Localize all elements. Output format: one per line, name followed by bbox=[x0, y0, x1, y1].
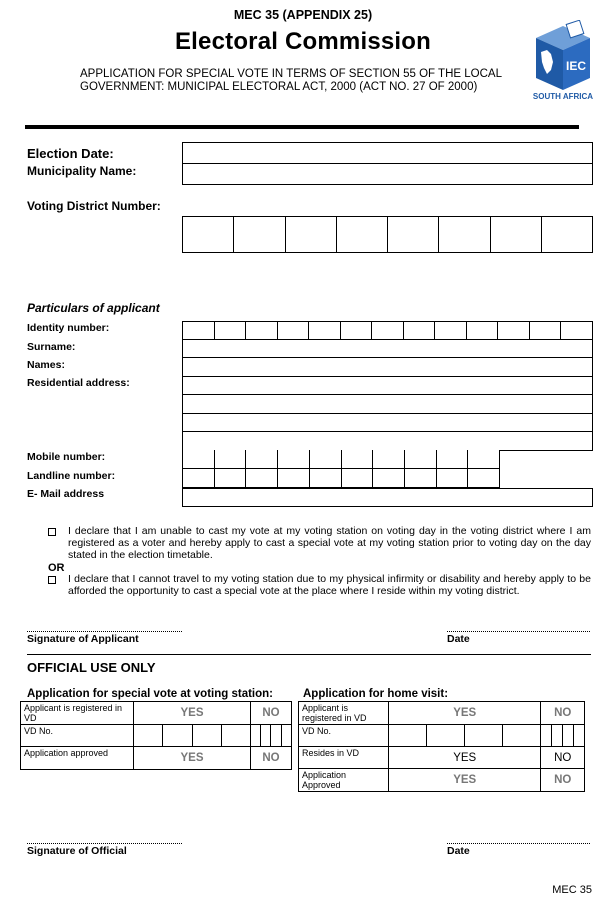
header-divider bbox=[25, 125, 579, 129]
vs-registered-no[interactable]: NO bbox=[251, 702, 292, 725]
address-line-3[interactable] bbox=[183, 414, 592, 432]
address-line-4[interactable] bbox=[183, 432, 592, 450]
hv-registered-label: Applicant is registered in VD bbox=[299, 702, 389, 725]
residential-address-label: Residential address: bbox=[27, 377, 130, 389]
form-code: MEC 35 (APPENDIX 25) bbox=[233, 8, 373, 22]
hv-registered-no[interactable]: NO bbox=[541, 702, 585, 725]
vs-vd-no-cell[interactable] bbox=[251, 725, 261, 747]
mobile-number-label: Mobile number: bbox=[27, 451, 106, 463]
email-address-input[interactable] bbox=[182, 488, 593, 507]
official-date-label: Date bbox=[447, 845, 470, 857]
declaration-2-text: I declare that I cannot travel to my voting station due to my physical infirmity or disability and hereby apply to be afforded the opportunity to cast a special vote at the place where I reside within my voting district. bbox=[68, 573, 591, 597]
particulars-title: Particulars of applicant bbox=[27, 301, 160, 315]
official-use-title: OFFICIAL USE ONLY bbox=[27, 660, 156, 675]
hv-vd-no-cell[interactable] bbox=[552, 725, 563, 747]
hv-resides-label: Resides in VD bbox=[299, 747, 389, 769]
hv-vd-no-cell[interactable] bbox=[427, 725, 465, 747]
vs-approved-label: Application approved bbox=[21, 747, 134, 770]
voting-station-title: Application for special vote at voting station: bbox=[27, 688, 273, 700]
voting-district-input[interactable] bbox=[182, 216, 593, 253]
hv-vd-no-cell[interactable] bbox=[563, 725, 574, 747]
election-date-input[interactable] bbox=[183, 143, 592, 164]
logo-text: IEC bbox=[565, 59, 587, 73]
landline-number-input[interactable] bbox=[182, 469, 500, 488]
election-municipality-box bbox=[182, 142, 593, 185]
declaration-1-checkbox[interactable] bbox=[48, 528, 56, 536]
voting-district-label: Voting District Number: bbox=[27, 199, 161, 213]
hv-vd-no-cell[interactable] bbox=[541, 725, 552, 747]
vs-approved-no[interactable]: NO bbox=[251, 747, 292, 770]
election-date-label: Election Date: bbox=[27, 146, 114, 161]
address-line-2[interactable] bbox=[183, 395, 592, 414]
identity-number-label: Identity number: bbox=[27, 322, 110, 334]
hv-resides-no[interactable]: NO bbox=[541, 747, 585, 769]
vs-vd-no-label: VD No. bbox=[21, 725, 134, 747]
address-line-1[interactable] bbox=[183, 377, 592, 395]
hv-vd-no-cell[interactable] bbox=[465, 725, 503, 747]
hv-resides-yes[interactable]: YES bbox=[389, 747, 541, 769]
hv-registered-yes[interactable]: YES bbox=[389, 702, 541, 725]
declaration-2-checkbox[interactable] bbox=[48, 576, 56, 584]
municipality-name-input[interactable] bbox=[183, 164, 592, 184]
home-visit-title: Application for home visit: bbox=[303, 688, 449, 700]
applicant-date-line[interactable] bbox=[447, 631, 590, 632]
surname-input[interactable] bbox=[183, 340, 592, 358]
names-input[interactable] bbox=[183, 358, 592, 377]
hv-vd-no-cell[interactable] bbox=[574, 725, 585, 747]
applicant-details-box bbox=[182, 340, 593, 451]
vs-vd-no-cell[interactable] bbox=[271, 725, 281, 747]
voting-station-table bbox=[20, 701, 292, 770]
official-signature-line[interactable] bbox=[27, 843, 182, 844]
surname-label: Surname: bbox=[27, 341, 76, 353]
names-label: Names: bbox=[27, 359, 65, 371]
hv-vd-no-cell[interactable] bbox=[389, 725, 427, 747]
official-date-line[interactable] bbox=[447, 843, 590, 844]
applicant-signature-label: Signature of Applicant bbox=[27, 633, 139, 645]
hv-approved-yes[interactable]: YES bbox=[389, 769, 541, 792]
vs-vd-no-cell[interactable] bbox=[192, 725, 221, 747]
applicant-date-label: Date bbox=[447, 633, 470, 645]
landline-number-label: Landline number: bbox=[27, 470, 116, 482]
footer-code: MEC 35 bbox=[552, 884, 592, 896]
hv-vd-no-cell[interactable] bbox=[503, 725, 541, 747]
hv-approved-label: Application Approved bbox=[299, 769, 389, 792]
official-divider bbox=[27, 654, 591, 655]
subtitle-line-1: APPLICATION FOR SPECIAL VOTE IN TERMS OF SECTION 55 OF THE LOCAL bbox=[80, 68, 502, 80]
mobile-number-input[interactable] bbox=[182, 450, 500, 469]
vs-vd-no-cell[interactable] bbox=[221, 725, 250, 747]
vs-registered-label: Applicant is registered in VD bbox=[21, 702, 134, 725]
subtitle-line-2: GOVERNMENT: MUNICIPAL ELECTORAL ACT, 2000 (ACT NO. 27 OF 2000) bbox=[80, 81, 478, 93]
hv-approved-no[interactable]: NO bbox=[541, 769, 585, 792]
vs-vd-no-cell[interactable] bbox=[163, 725, 192, 747]
vs-vd-no-cell[interactable] bbox=[261, 725, 271, 747]
page-title: Electoral Commission bbox=[174, 28, 432, 55]
declaration-or: OR bbox=[48, 562, 65, 574]
vs-registered-yes[interactable]: YES bbox=[134, 702, 251, 725]
hv-vd-no-label: VD No. bbox=[299, 725, 389, 747]
vs-vd-no-cell[interactable] bbox=[134, 725, 163, 747]
applicant-signature-line[interactable] bbox=[27, 631, 182, 632]
declaration-1-text: I declare that I am unable to cast my vote at my voting station on voting day in the voting district where I am registered as a voter and hereby apply to cast a special vote at my voting station prior to voting day on the day stated in the election timetable. bbox=[68, 525, 591, 561]
municipality-name-label: Municipality Name: bbox=[27, 164, 137, 178]
email-address-label: E- Mail address bbox=[27, 488, 105, 500]
logo-caption: SOUTH AFRICA bbox=[532, 92, 594, 101]
vs-vd-no-cell[interactable] bbox=[281, 725, 291, 747]
form-subtitle bbox=[80, 68, 520, 94]
vs-approved-yes[interactable]: YES bbox=[134, 747, 251, 770]
identity-number-input[interactable] bbox=[182, 321, 593, 340]
official-signature-label: Signature of Official bbox=[27, 845, 127, 857]
home-visit-table bbox=[298, 701, 585, 792]
